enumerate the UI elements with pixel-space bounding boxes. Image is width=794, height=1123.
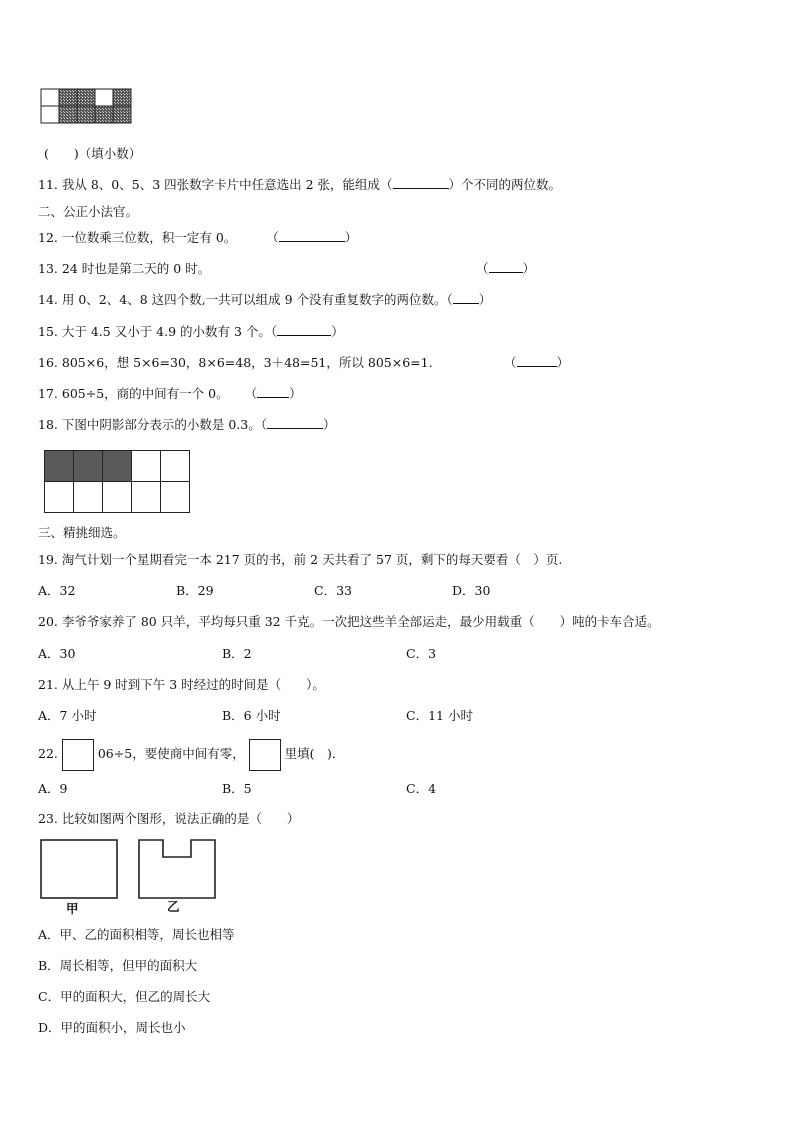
q23-option-a[interactable]: A．甲、乙的面积相等，周长也相等	[38, 927, 235, 942]
q20-option-b[interactable]: B．2	[222, 646, 252, 661]
grid-cell	[132, 482, 161, 513]
q11-text-post: ）个不同的两位数。	[448, 177, 562, 192]
q13-number: 13.	[38, 261, 58, 276]
q22-text-post: 里填( )．	[284, 746, 345, 761]
q17-text: 605÷5，商的中间有一个 0。	[61, 386, 229, 401]
grid-cell-shaded	[103, 451, 132, 482]
q17-paren-open: （	[244, 386, 258, 401]
grid-cell	[161, 482, 190, 513]
q23-shape-jia	[38, 838, 120, 902]
q19-option-c[interactable]: C．33	[314, 583, 352, 598]
q21-text: 从上午 9 时到下午 3 时经过的时间是（ ）。	[61, 677, 325, 692]
q11-answer-blank[interactable]	[393, 177, 449, 189]
q18-answer-blank[interactable]	[267, 417, 323, 429]
q16-answer	[504, 355, 569, 371]
question-18	[38, 417, 336, 433]
q22-text-mid: 06÷5，要使商中间有零，	[97, 746, 245, 761]
q16-answer-blank[interactable]	[517, 355, 557, 367]
grid-cell	[74, 482, 103, 513]
q22-blank-box-1[interactable]	[62, 739, 94, 771]
q21-option-b[interactable]: B．6 小时	[222, 708, 281, 723]
question-11	[38, 177, 561, 193]
q22-option-a[interactable]: A．9	[38, 781, 68, 796]
q23-shape-yi	[136, 838, 218, 902]
q16-number: 16.	[38, 355, 58, 370]
q23-option-d[interactable]: D．甲的面积小，周长也小	[38, 1020, 186, 1035]
q19-text: 淘气计划一个星期看完一本 217 页的书，前 2 天共看了 57 页，剩下的每天要看（ ）页.	[61, 552, 563, 567]
q19-option-b[interactable]: B．29	[176, 583, 214, 598]
q23-text: 比较如图两个图形，说法正确的是（ ）	[61, 811, 300, 826]
grid-cell	[45, 482, 74, 513]
q12-text: 一位数乘三位数，积一定有 0。	[61, 230, 237, 245]
grid-cell	[103, 482, 132, 513]
q14-paren-close: ）	[478, 292, 492, 307]
q12-number: 12.	[38, 230, 58, 245]
q20-text: 李爷爷家养了 80 只羊，平均每只重 32 千克。一次把这些羊全部运走，最少用载重（ ）吨的卡车合适。	[61, 614, 660, 629]
q22-blank-box-2[interactable]	[249, 739, 281, 771]
question-22	[38, 737, 344, 771]
grid-cell	[132, 451, 161, 482]
q20-option-c[interactable]: C．3	[406, 646, 437, 661]
q13-paren-close: ）	[522, 261, 536, 276]
q16-paren-close: ）	[556, 355, 570, 370]
q19-option-d[interactable]: D．30	[452, 583, 491, 598]
q17-paren-close: ）	[289, 386, 302, 401]
q15-text: 大于 4.5 又小于 4.9 的小数有 3 个。（	[61, 324, 278, 339]
q21-option-a[interactable]: A．7 小时	[38, 708, 97, 723]
q13-paren-open: （	[476, 261, 489, 276]
q15-answer-blank[interactable]	[277, 324, 331, 336]
q23-shape-label-yi: 乙	[167, 899, 180, 914]
question-15	[38, 324, 344, 340]
question-17	[38, 386, 302, 402]
q23-shape-label-jia: 甲	[66, 901, 79, 916]
q23-number: 23.	[38, 811, 58, 826]
question-16	[38, 355, 433, 371]
q21-option-c[interactable]: C．11 小时	[406, 708, 473, 723]
q14-answer-blank[interactable]	[453, 292, 479, 304]
section-2-title: 二、公正小法官。	[38, 204, 139, 219]
q19-number: 19.	[38, 552, 58, 567]
q18-paren-close: ）	[322, 417, 336, 432]
q20-option-a[interactable]: A．30	[38, 646, 76, 661]
q16-text: 805×6，想 5×6=30，8×6=48，3＋48=51，所以 805×6=1.	[61, 355, 433, 370]
q19-option-a[interactable]: A．32	[38, 583, 76, 598]
q21-number: 21.	[38, 677, 58, 692]
q15-paren-close: ）	[331, 324, 344, 339]
question-23	[38, 811, 299, 827]
q16-paren-open: （	[504, 355, 517, 370]
q12-paren-open: （	[266, 230, 279, 245]
q14-number: 14.	[38, 292, 58, 307]
question-14	[38, 292, 491, 308]
q10-decimal-grid-figure	[40, 88, 136, 126]
q22-option-c[interactable]: C．4	[406, 781, 437, 796]
q10-answer-line: ( )（填小数）	[44, 146, 142, 161]
grid-cell	[161, 451, 190, 482]
q18-number: 18.	[38, 417, 58, 432]
question-13	[38, 261, 210, 277]
grid-cell-shaded	[45, 451, 74, 482]
q11-number: 11.	[38, 177, 58, 192]
q13-answer	[476, 261, 535, 277]
q23-option-c[interactable]: C．甲的面积大，但乙的周长大	[38, 989, 211, 1004]
q18-grid-figure	[44, 450, 190, 513]
q13-answer-blank[interactable]	[489, 261, 523, 273]
question-20	[38, 614, 660, 630]
grid-cell-shaded	[74, 451, 103, 482]
q23-option-b[interactable]: B．周长相等，但甲的面积大	[38, 958, 198, 973]
q12-answer-blank[interactable]	[279, 230, 345, 242]
question-12	[38, 230, 357, 246]
q17-answer-blank[interactable]	[257, 386, 289, 398]
q22-option-b[interactable]: B．5	[222, 781, 252, 796]
q13-text: 24 时也是第二天的 0 时。	[61, 261, 211, 276]
question-21	[38, 677, 325, 693]
q14-text: 用 0、2、4、8 这四个数,一共可以组成 9 个没有重复数字的两位数。（	[61, 292, 453, 307]
q11-text-pre: 我从 8、0、5、3 四张数字卡片中任意选出 2 张，能组成（	[61, 177, 393, 192]
question-19	[38, 552, 562, 568]
q20-number: 20.	[38, 614, 58, 629]
q15-number: 15.	[38, 324, 58, 339]
section-3-title: 三、精挑细选。	[38, 525, 126, 540]
q12-paren-close: ）	[344, 230, 358, 245]
q22-number: 22.	[38, 746, 58, 761]
q18-text: 下图中阴影部分表示的小数是 0.3。（	[61, 417, 267, 432]
q17-number: 17.	[38, 386, 58, 401]
